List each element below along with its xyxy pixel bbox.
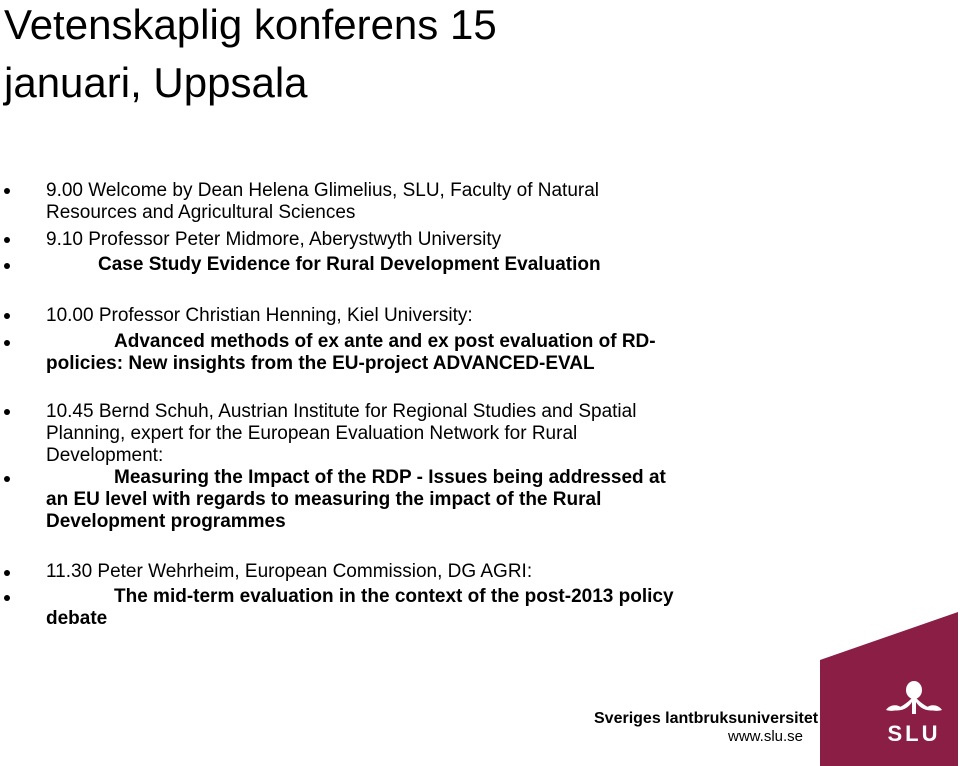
agenda-item-schuh-talk [46, 467, 666, 533]
agenda-text: 9.10 Professor Peter Midmore, Aberystwyth University [46, 229, 502, 250]
agenda-text: 9.00 Welcome by Dean Helena Glimelius, SLU, Faculty of Natural [46, 180, 600, 201]
bullet [4, 237, 10, 243]
agenda-text: The mid-term evaluation in the context of the post-2013 policy [114, 586, 674, 607]
title-line-1: Vetenskaplig konferens 15 [4, 1, 497, 48]
agenda-text: Case Study Evidence for Rural Development Evaluation [98, 254, 601, 275]
bullet [4, 595, 10, 601]
agenda-text: Measuring the Impact of the RDP - Issues being addressed at [114, 467, 666, 488]
agenda-text: 10.45 Bernd Schuh, Austrian Institute for Regional Studies and Spatial [46, 401, 637, 422]
agenda-text: Resources and Agricultural Sciences [46, 202, 356, 223]
bullet [4, 340, 10, 346]
agenda-text: Development: [46, 445, 164, 466]
bullet [4, 476, 10, 482]
agenda-text: an EU level with regards to measuring the impact of the Rural [46, 489, 602, 510]
agenda-text: Planning, expert for the European Evaluation Network for Rural [46, 423, 578, 444]
agenda-item-midmore-talk [46, 254, 601, 276]
agenda-text: Development programmes [46, 511, 286, 532]
bullet [4, 263, 10, 269]
bullet [4, 313, 10, 319]
agenda-text: debate [46, 608, 108, 629]
university-url[interactable]: www.slu.se [728, 728, 804, 745]
agenda-item-wehrheim-talk [46, 586, 674, 630]
title-line-2: januari, Uppsala [4, 59, 308, 106]
university-name: Sveriges lantbruksuniversitet [594, 710, 819, 727]
slu-logo-text: SLU [887, 721, 941, 746]
agenda-text: policies: New insights from the EU-project ADVANCED-EVAL [46, 353, 595, 374]
agenda-item-welcome [46, 180, 599, 224]
agenda-text: Advanced methods of ex ante and ex post evaluation of RD- [114, 331, 656, 352]
page-title [4, 0, 944, 112]
slu-logo [820, 612, 960, 766]
agenda-item-midmore [46, 229, 501, 251]
agenda-item-schuh [46, 401, 636, 467]
bullet [4, 570, 10, 576]
agenda-text: 11.30 Peter Wehrheim, European Commission, DG AGRI: [46, 561, 533, 582]
agenda-item-wehrheim [46, 561, 532, 583]
agenda-text: 10.00 Professor Christian Henning, Kiel University: [46, 305, 473, 326]
agenda-item-henning-talk [46, 331, 656, 375]
bullet [4, 409, 10, 415]
bullet [4, 188, 10, 194]
agenda-item-henning [46, 305, 473, 327]
